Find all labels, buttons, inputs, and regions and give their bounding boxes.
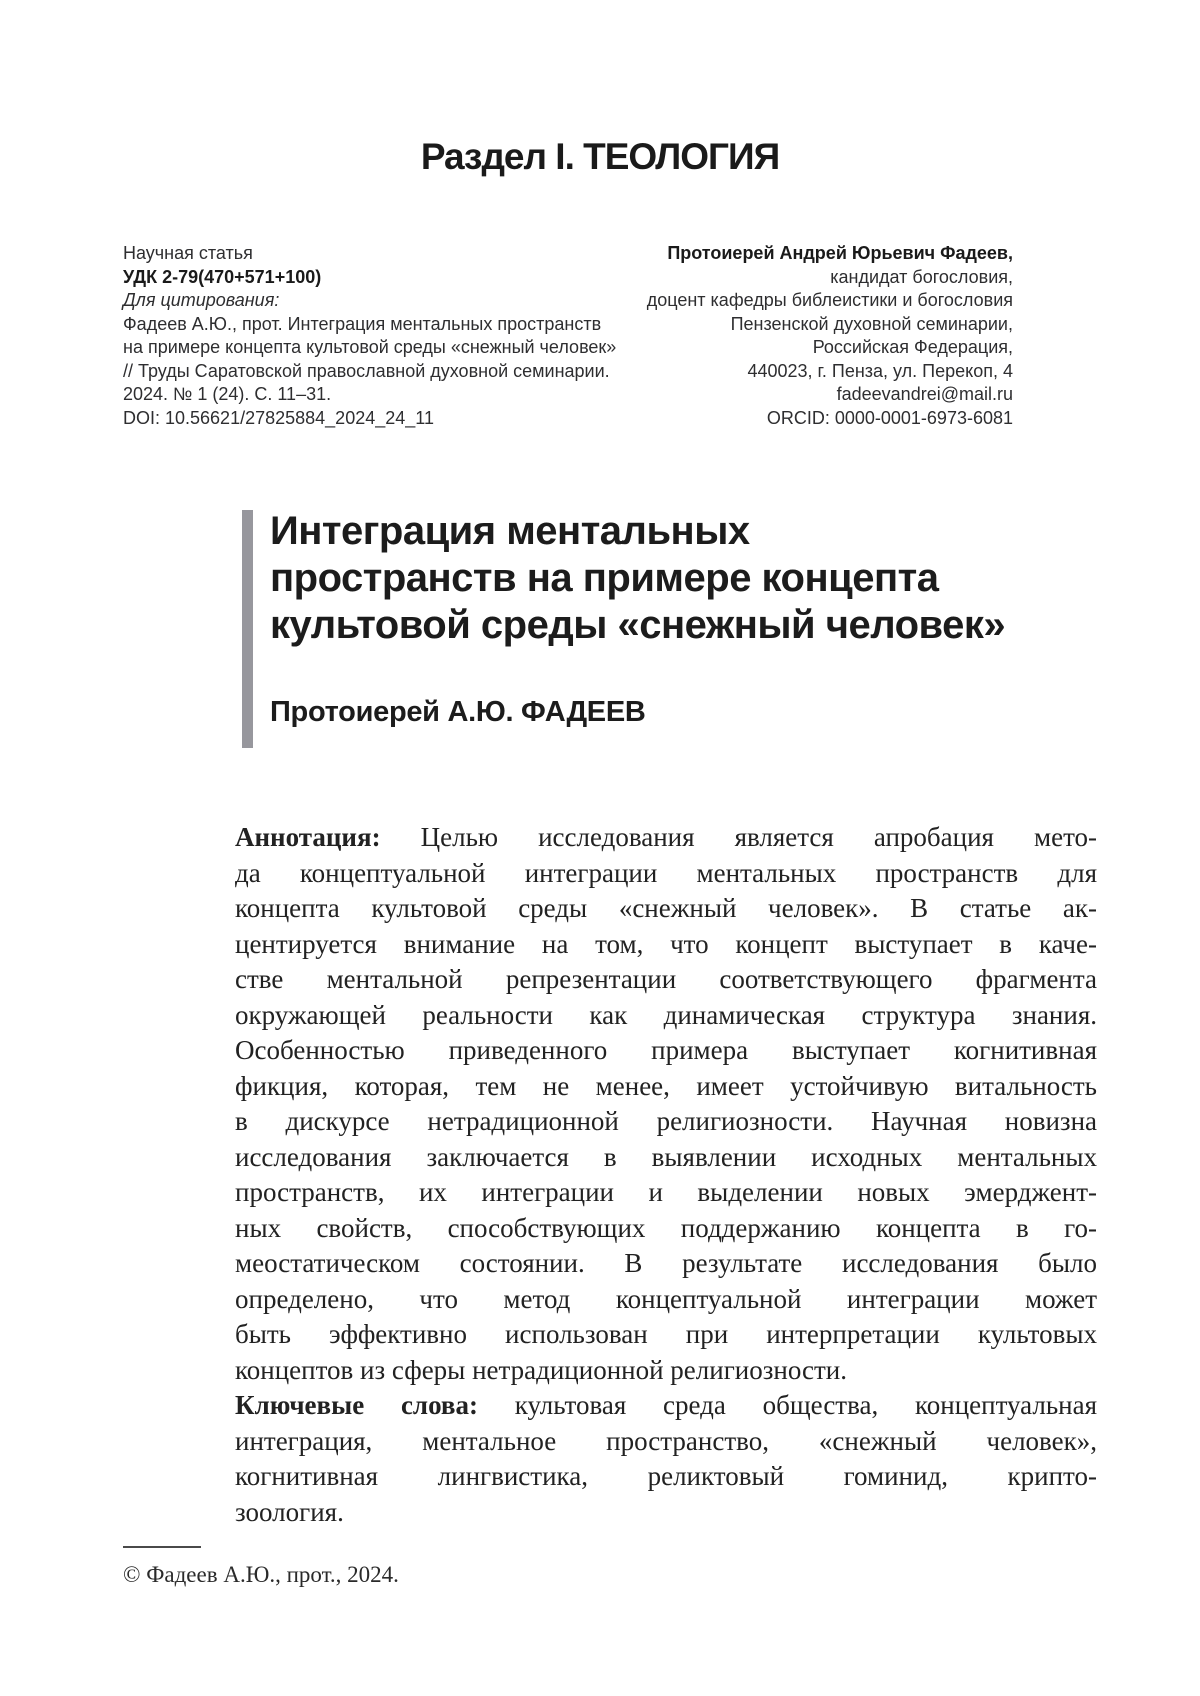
keywords-line: [235, 1388, 1097, 1424]
abstract-line: фикция, которая, тем не менее, имеет устойчивую витальность: [235, 1070, 1097, 1101]
abstract-line: центируется внимание на том, что концепт выступает в каче-: [235, 928, 1097, 959]
keywords-line: когнитивная лингвистика, реликтовый гоминид, крипто-: [235, 1461, 1097, 1491]
citation-line: Фадеев А.Ю., прот. Интеграция ментальных пространств: [123, 313, 602, 334]
citation-line: на примере концепта культовой среды «снежный человек»: [123, 337, 617, 357]
author-email: fadeevandrei@mail.ru: [836, 384, 1013, 404]
article-author: Протоиерей А.Ю. ФАДЕЕВ: [270, 696, 646, 728]
abstract-line: да концептуальной интеграции ментальных пространств для: [235, 857, 1097, 888]
article-title: [270, 508, 1122, 649]
article-title-line: культовой среды «снежный человек»: [270, 603, 1006, 647]
keywords-line-text: культовая среда общества, концептуальная: [514, 1390, 1098, 1420]
udk-code: УДК 2-79(470+571+100): [123, 266, 322, 287]
abstract-line: стве ментальной репрезентации соответствующего фрагмента: [235, 964, 1097, 994]
author-address: 440023, г. Пенза, ул. Перекоп, 4: [747, 360, 1013, 381]
keywords-line: зоология.: [235, 1496, 344, 1527]
abstract-line: концептов из сферы нетрадиционной религиозности.: [235, 1354, 847, 1385]
abstract-line: меостатическом состоянии. В результате исследования было: [235, 1248, 1097, 1278]
citation-line: 2024. № 1 (24). С. 11–31.: [123, 384, 332, 404]
abstract-line: в дискурсе нетрадиционной религиозности. Научная новизна: [235, 1106, 1097, 1136]
author-orcid: ORCID: 0000-0001-6973-6081: [766, 407, 1013, 428]
footnote-divider: [123, 1546, 201, 1548]
article-title-line: пространств на примере концепта: [270, 556, 939, 600]
author-position: доцент кафедры библеистики и богословия: [646, 290, 1013, 310]
author-full-name: Протоиерей Андрей Юрьевич Фадеев,: [667, 243, 1013, 263]
article-title-line: Интеграция ментальных: [270, 509, 750, 553]
keywords-line: интеграция, ментальное пространство, «снежный человек»,: [235, 1425, 1097, 1456]
citation-label: Для цитирования:: [123, 290, 280, 310]
author-degree: кандидат богословия,: [830, 266, 1013, 287]
title-accent-bar: [242, 510, 253, 748]
article-type: Научная статья: [123, 243, 253, 263]
abstract-line: концепта культовой среды «снежный человек». В статье ак-: [235, 893, 1097, 923]
article-title-block: [242, 508, 1122, 729]
author-country: Российская Федерация,: [812, 337, 1013, 357]
abstract-label: Аннотация:: [235, 822, 381, 852]
doi: DOI: 10.56621/27825884_2024_24_11: [123, 407, 434, 428]
keywords-label: Ключевые слова:: [235, 1390, 478, 1420]
section-title: Раздел I. ТЕОЛОГИЯ: [420, 136, 780, 177]
author-affiliation: Пензенской духовной семинарии,: [730, 313, 1013, 334]
abstract-line: быть эффективно использован при интерпретации культовых: [235, 1319, 1097, 1349]
abstract-line-text: Целью исследования является апробация мето-: [420, 822, 1098, 852]
citation-line: // Труды Саратовской православной духовной семинарии.: [123, 360, 610, 381]
copyright-notice: © Фадеев А.Ю., прот., 2024.: [123, 1562, 399, 1587]
abstract-line: ных свойств, способствующих поддержанию концепта в го-: [235, 1212, 1097, 1243]
abstract-and-keywords: [235, 820, 1097, 1530]
abstract-line: пространств, их интеграции и выделении новых эмерджент-: [235, 1177, 1097, 1207]
author-info-block: [453, 242, 1013, 430]
abstract-line: Особенностью приведенного примера выступает когнитивная: [235, 1035, 1097, 1065]
abstract-line: окружающей реальности как динамическая структура знания.: [235, 999, 1097, 1030]
abstract-line: определено, что метод концептуальной интеграции может: [235, 1283, 1097, 1314]
abstract-line: [235, 820, 1097, 856]
abstract-line: исследования заключается в выявлении исходных ментальных: [235, 1141, 1097, 1172]
